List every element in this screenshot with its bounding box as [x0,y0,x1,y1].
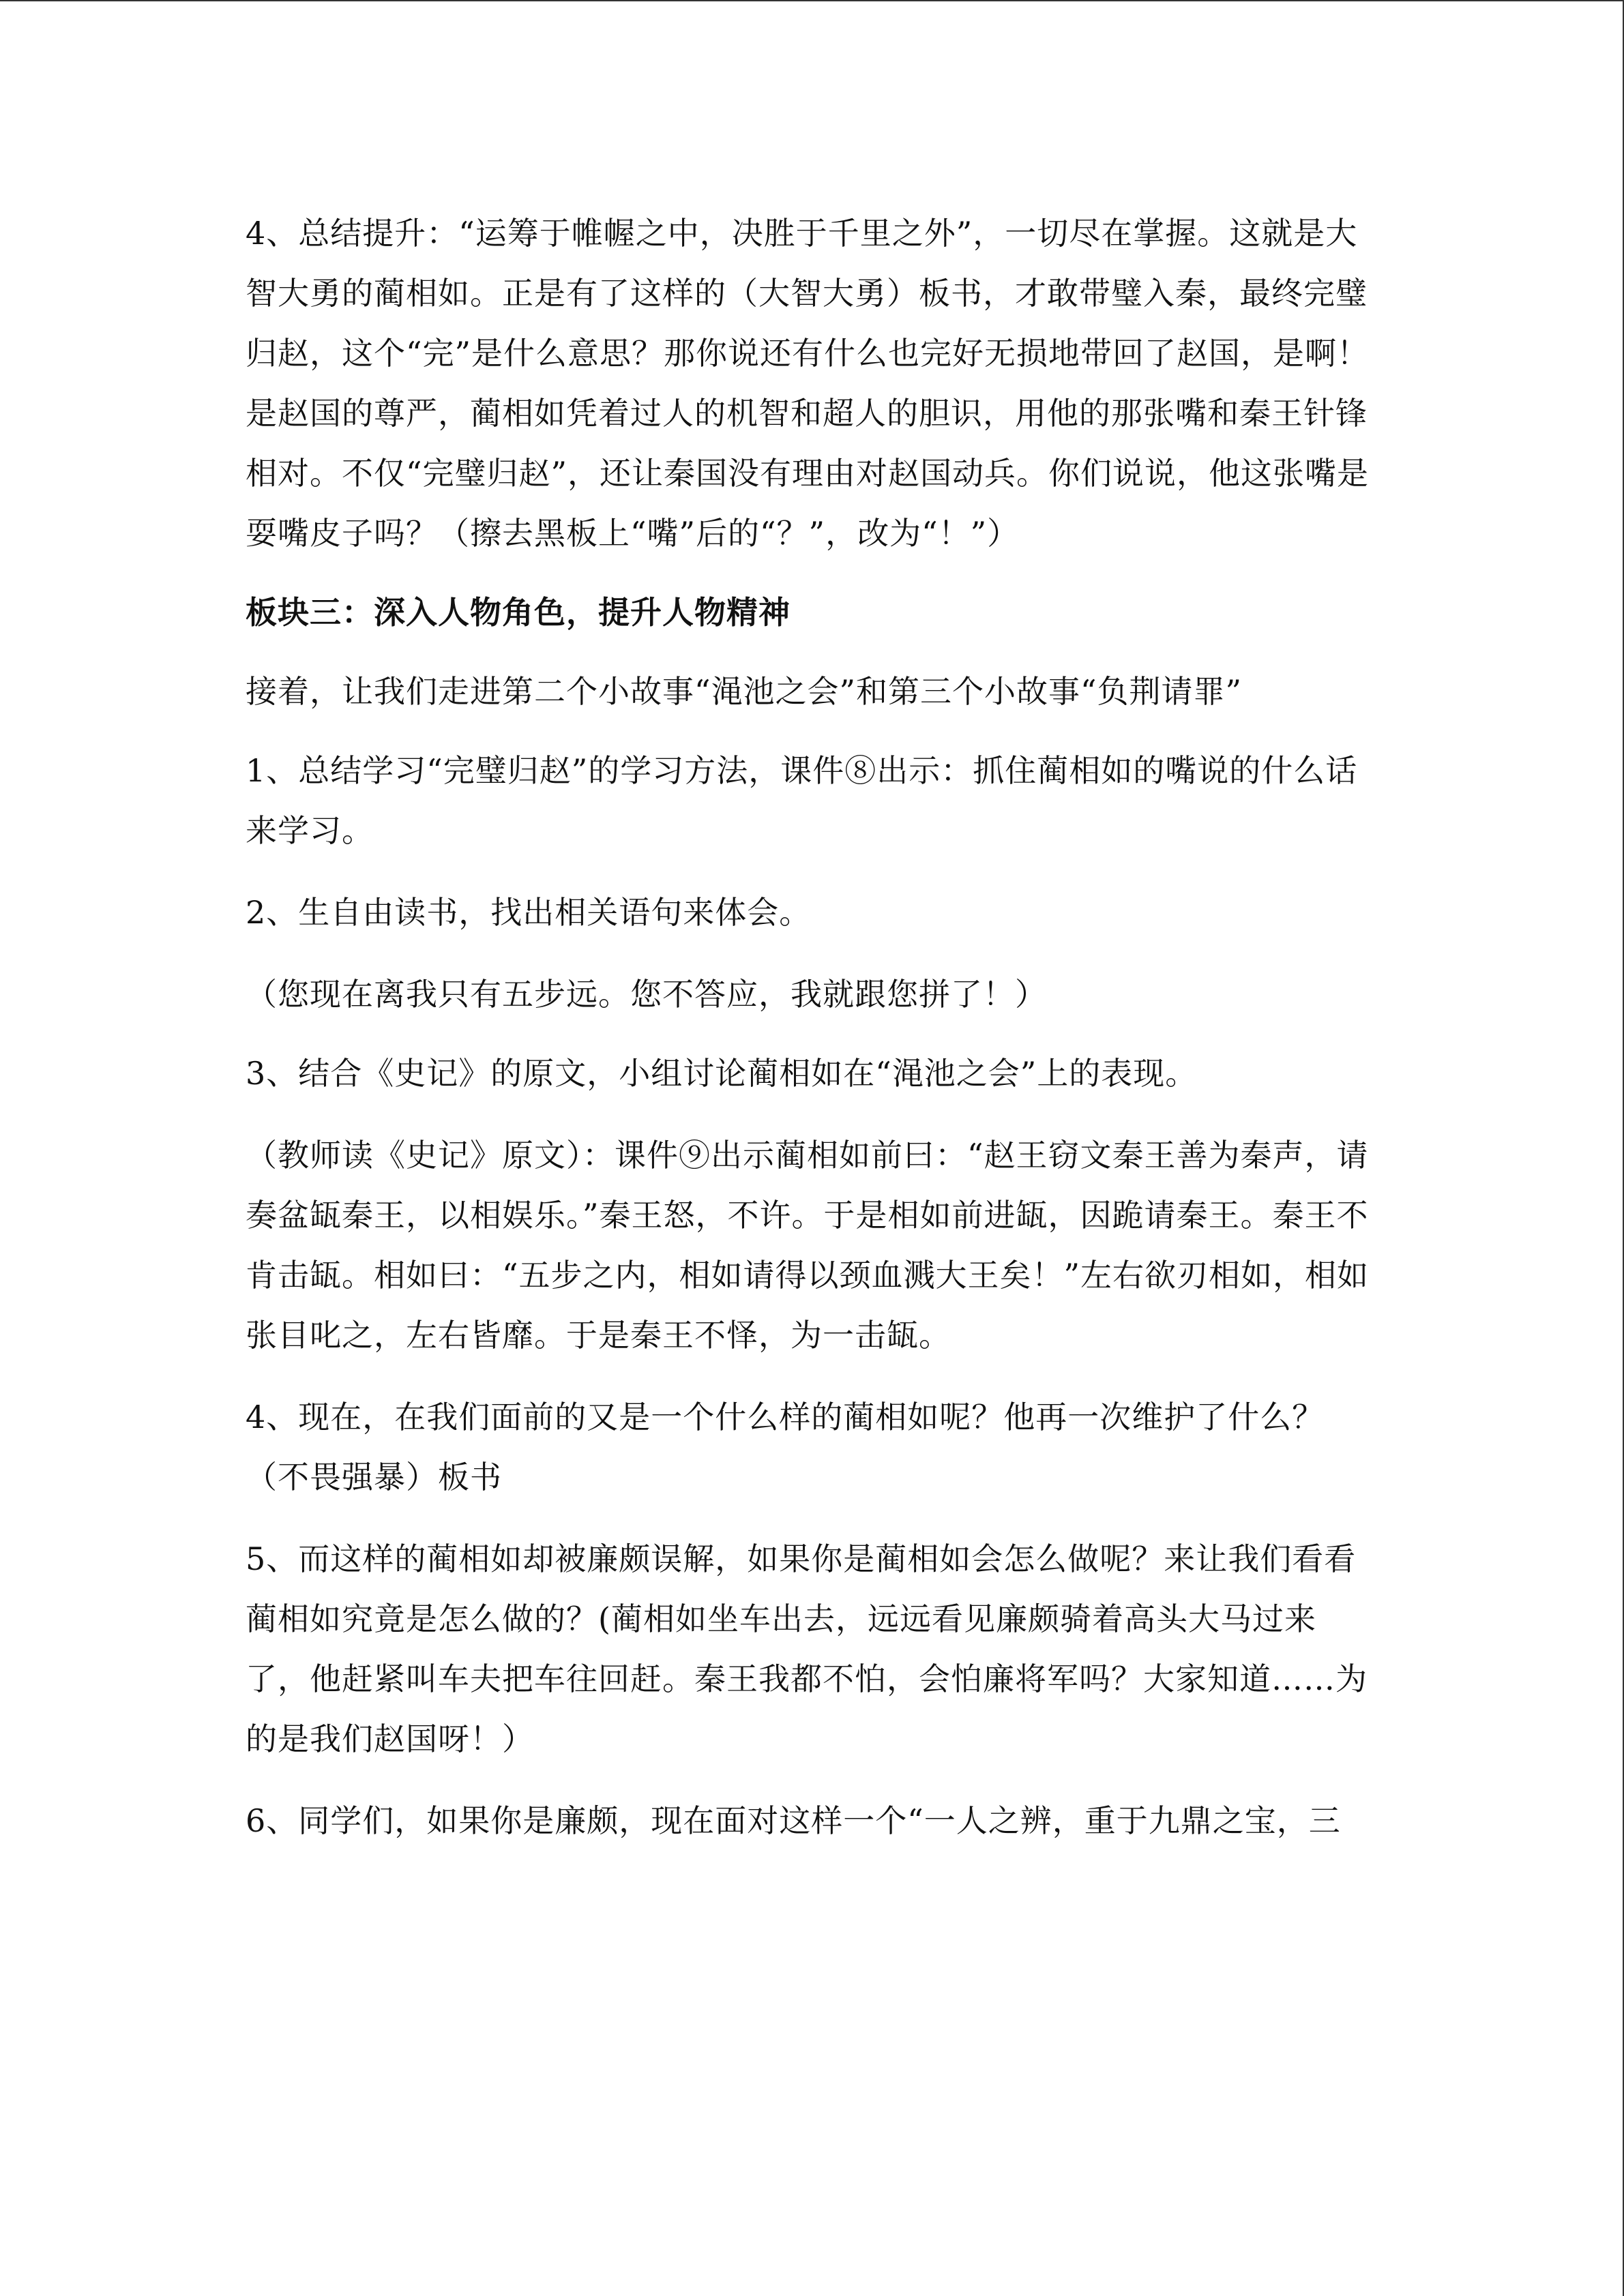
paragraph-quote: （您现在离我只有五步远。您不答应，我就跟您拼了！） [246,976,1047,1013]
paragraph-summary-4: 4、总结提升：“运筹于帷幄之中，决胜于千里之外”，一切尽在掌握。这就是大智大勇的蔺相如。正是有了这样的（大智大勇）板书，才敢带璧入秦，最终完璧归赵，这个“完”是什么意思？那你说还有什么也完好无损地带回了赵国，是啊！是赵国的尊严，蔺相如凭着过人的机智和超人的胆识，用他的那张嘴和秦王针锋相对。不仅“完璧归赵”，还让秦国没有理由对赵国动兵。你们说说，他这张嘴是耍嘴皮子吗？（擦去黑板上“嘴”后的“？”，改为“！”） [246,215,1370,552]
document-body [246,203,1378,1851]
paragraph-step-1: 1、总结学习“完璧归赵”的学习方法，课件⑧出示：抓住蔺相如的嘴说的什么话来学习。 [246,752,1358,849]
paragraph-step-3: 3、结合《史记》的原文，小组讨论蔺相如在“渑池之会”上的表现。 [246,1055,1198,1092]
paragraph-step-6: 6、同学们，如果你是廉颇，现在面对这样一个“一人之辨，重于九鼎之宝，三 [246,1802,1341,1839]
section-heading-part-3: 板块三：深入人物角色，提升人物精神 [246,594,791,631]
paragraph-step-4: 4、现在，在我们面前的又是一个什么样的蔺相如呢？他再一次维护了什么？（不畏强暴）板书 [246,1399,1325,1495]
paragraph-shiji-excerpt: （教师读《史记》原文）：课件⑨出示蔺相如前曰：“赵王窃文秦王善为秦声，请奏盆缻秦王，以相娱乐。”秦王怒，不许。于是相如前进缻，因跪请秦王。秦王不肯击缻。相如曰：“五步之内，相如请得以颈血溅大王矣！”左右欲刃相如，相如张目叱之，左右皆靡。于是秦王不怿，为一击缻。 [246,1137,1370,1354]
paragraph-step-2: 2、生自由读书，找出相关语句来体会。 [246,894,812,931]
paragraph-step-5: 5、而这样的蔺相如却被廉颇误解，如果你是蔺相如会怎么做呢？来让我们看看蔺相如究竟是怎么做的？(蔺相如坐车出去，远远看见廉颇骑着高头大马过来了，他赶紧叫车夫把车往回赶。秦王我都不怕，会怕廉将军吗？大家知道……为的是我们赵国呀！） [246,1540,1368,1757]
paragraph-intro: 接着，让我们走进第二个小故事“渑池之会”和第三个小故事“负荆请罪” [246,673,1243,710]
